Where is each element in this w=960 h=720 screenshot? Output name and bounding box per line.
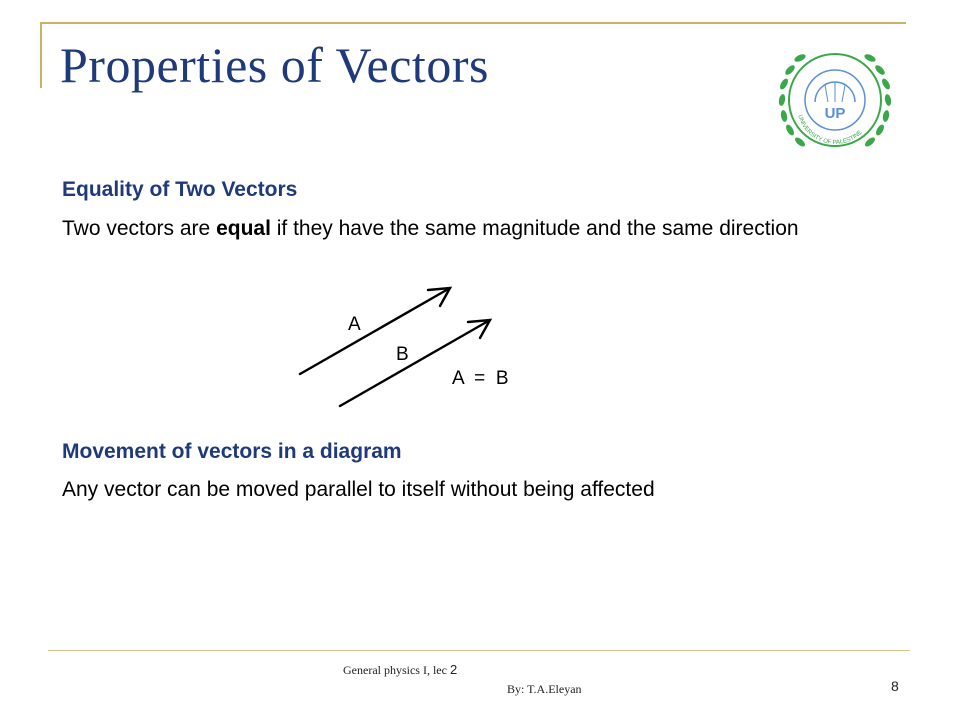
equal-vectors-diagram: [290, 276, 540, 416]
vector-b-label: B: [396, 344, 409, 365]
logo-ring-text: UNIVERSITY OF PALESTINE: [796, 114, 864, 147]
footer-course: [343, 662, 457, 678]
slide-title: Properties of Vectors: [60, 37, 489, 93]
equality-text-end: if they have the same magnitude and the same direction: [270, 217, 799, 240]
movement-paragraph: Any vector can be moved parallel to itself without being affected: [62, 478, 655, 501]
equality-paragraph: [62, 214, 842, 244]
frame-top-line: [40, 22, 906, 24]
heading-movement: Movement of vectors in a diagram: [62, 440, 402, 463]
equality-bold-word: equal: [216, 217, 271, 240]
frame-left-line: [40, 22, 42, 88]
vector-b-arrow: [340, 320, 490, 406]
equality-text-start: Two vectors are: [62, 217, 217, 240]
vector-a-label: A: [348, 314, 361, 335]
university-logo: [770, 40, 900, 160]
footer-author: By: T.A.Eleyan: [507, 682, 582, 696]
vector-a-arrow: [300, 288, 450, 374]
footer-divider: [48, 650, 910, 651]
footer-course-text: General physics I, lec: [343, 663, 450, 677]
heading-equality: Equality of Two Vectors: [62, 178, 298, 201]
page-number: 8: [891, 678, 899, 694]
logo-text: UP: [824, 105, 846, 122]
footer-lecture-number: 2: [449, 662, 458, 677]
equation-label: A = B: [452, 368, 509, 389]
